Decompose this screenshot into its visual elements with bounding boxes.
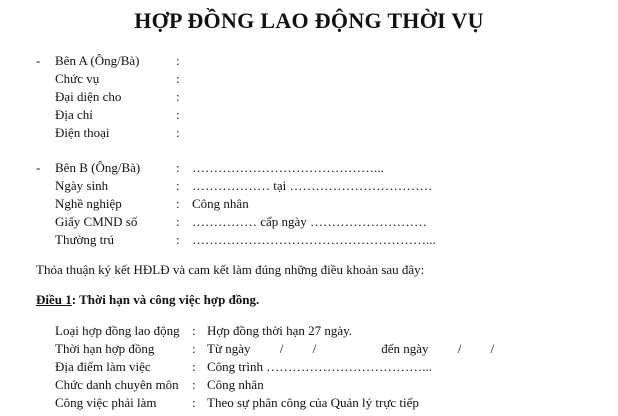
party-a-represent-label: Đại diện cho bbox=[55, 89, 122, 104]
party-b-occupation-value: Công nhân bbox=[192, 196, 249, 211]
party-b-residence-value: ………………………………………………... bbox=[192, 232, 436, 247]
contract-type-value: Hợp đồng thời hạn 27 ngày. bbox=[207, 323, 353, 338]
party-a-position-colon: : bbox=[176, 71, 180, 86]
party-b-residence-colon: : bbox=[176, 232, 180, 247]
contract-type-label: Loại hợp đồng lao động bbox=[55, 323, 180, 338]
article-1-title: : Thời hạn và công việc hợp đồng. bbox=[71, 292, 260, 307]
party-a-dash: - bbox=[36, 53, 41, 68]
party-b-occupation-label: Nghề nghiệp bbox=[55, 196, 122, 211]
job-title-value: Công nhân bbox=[207, 377, 264, 392]
party-b-name-label: Bên B (Ông/Bà) bbox=[55, 160, 141, 175]
workplace-value: Công trình ………………………………... bbox=[207, 359, 432, 374]
party-b-id-label: Giấy CMND số bbox=[55, 214, 138, 229]
article-1-heading bbox=[36, 292, 259, 308]
party-a-name-colon: : bbox=[176, 53, 180, 68]
party-b-occupation-colon: : bbox=[176, 196, 180, 211]
party-b-birth-label: Ngày sinh bbox=[55, 178, 109, 193]
contract-term-value: Từ ngày / / đến ngày / / bbox=[207, 341, 495, 356]
party-b-residence-label: Thường trú bbox=[55, 232, 115, 247]
party-a-phone-colon: : bbox=[176, 125, 180, 140]
job-title-label: Chức danh chuyên môn bbox=[55, 377, 179, 392]
party-a-address-label: Địa chỉ bbox=[55, 107, 93, 122]
party-b-birth-value: ……………… tại …………………………… bbox=[192, 178, 433, 193]
article-1-number: Điều 1 bbox=[36, 292, 72, 307]
job-title-colon: : bbox=[192, 377, 196, 392]
party-a-position-label: Chức vụ bbox=[55, 71, 100, 86]
contract-term-colon: : bbox=[192, 341, 196, 356]
party-a-represent-colon: : bbox=[176, 89, 180, 104]
party-b-birth-colon: : bbox=[176, 178, 180, 193]
party-b-dash: - bbox=[36, 160, 41, 175]
party-b-id-value: …………… cấp ngày ……………………… bbox=[192, 214, 428, 229]
party-b-name-value: ……………………………………... bbox=[192, 160, 384, 175]
contract-term-label: Thời hạn hợp đồng bbox=[55, 341, 155, 356]
workplace-label: Địa điểm làm việc bbox=[55, 359, 151, 374]
duties-value: Theo sự phân công của Quản lý trực tiếp bbox=[207, 395, 419, 410]
duties-colon: : bbox=[192, 395, 196, 410]
duties-label: Công việc phải làm bbox=[55, 395, 157, 410]
party-a-phone-label: Điện thoại bbox=[55, 125, 110, 140]
party-a-name-label: Bên A (Ông/Bà) bbox=[55, 53, 140, 68]
document-title: HỢP ĐỒNG LAO ĐỘNG THỜI VỤ bbox=[134, 8, 484, 33]
contract-type-colon: : bbox=[192, 323, 196, 338]
agreement-text: Thỏa thuận ký kết HĐLĐ và cam kết làm đúng những điều khoản sau đây: bbox=[36, 262, 425, 277]
party-a-address-colon: : bbox=[176, 107, 180, 122]
party-b-name-colon: : bbox=[176, 160, 180, 175]
workplace-colon: : bbox=[192, 359, 196, 374]
party-b-id-colon: : bbox=[176, 214, 180, 229]
